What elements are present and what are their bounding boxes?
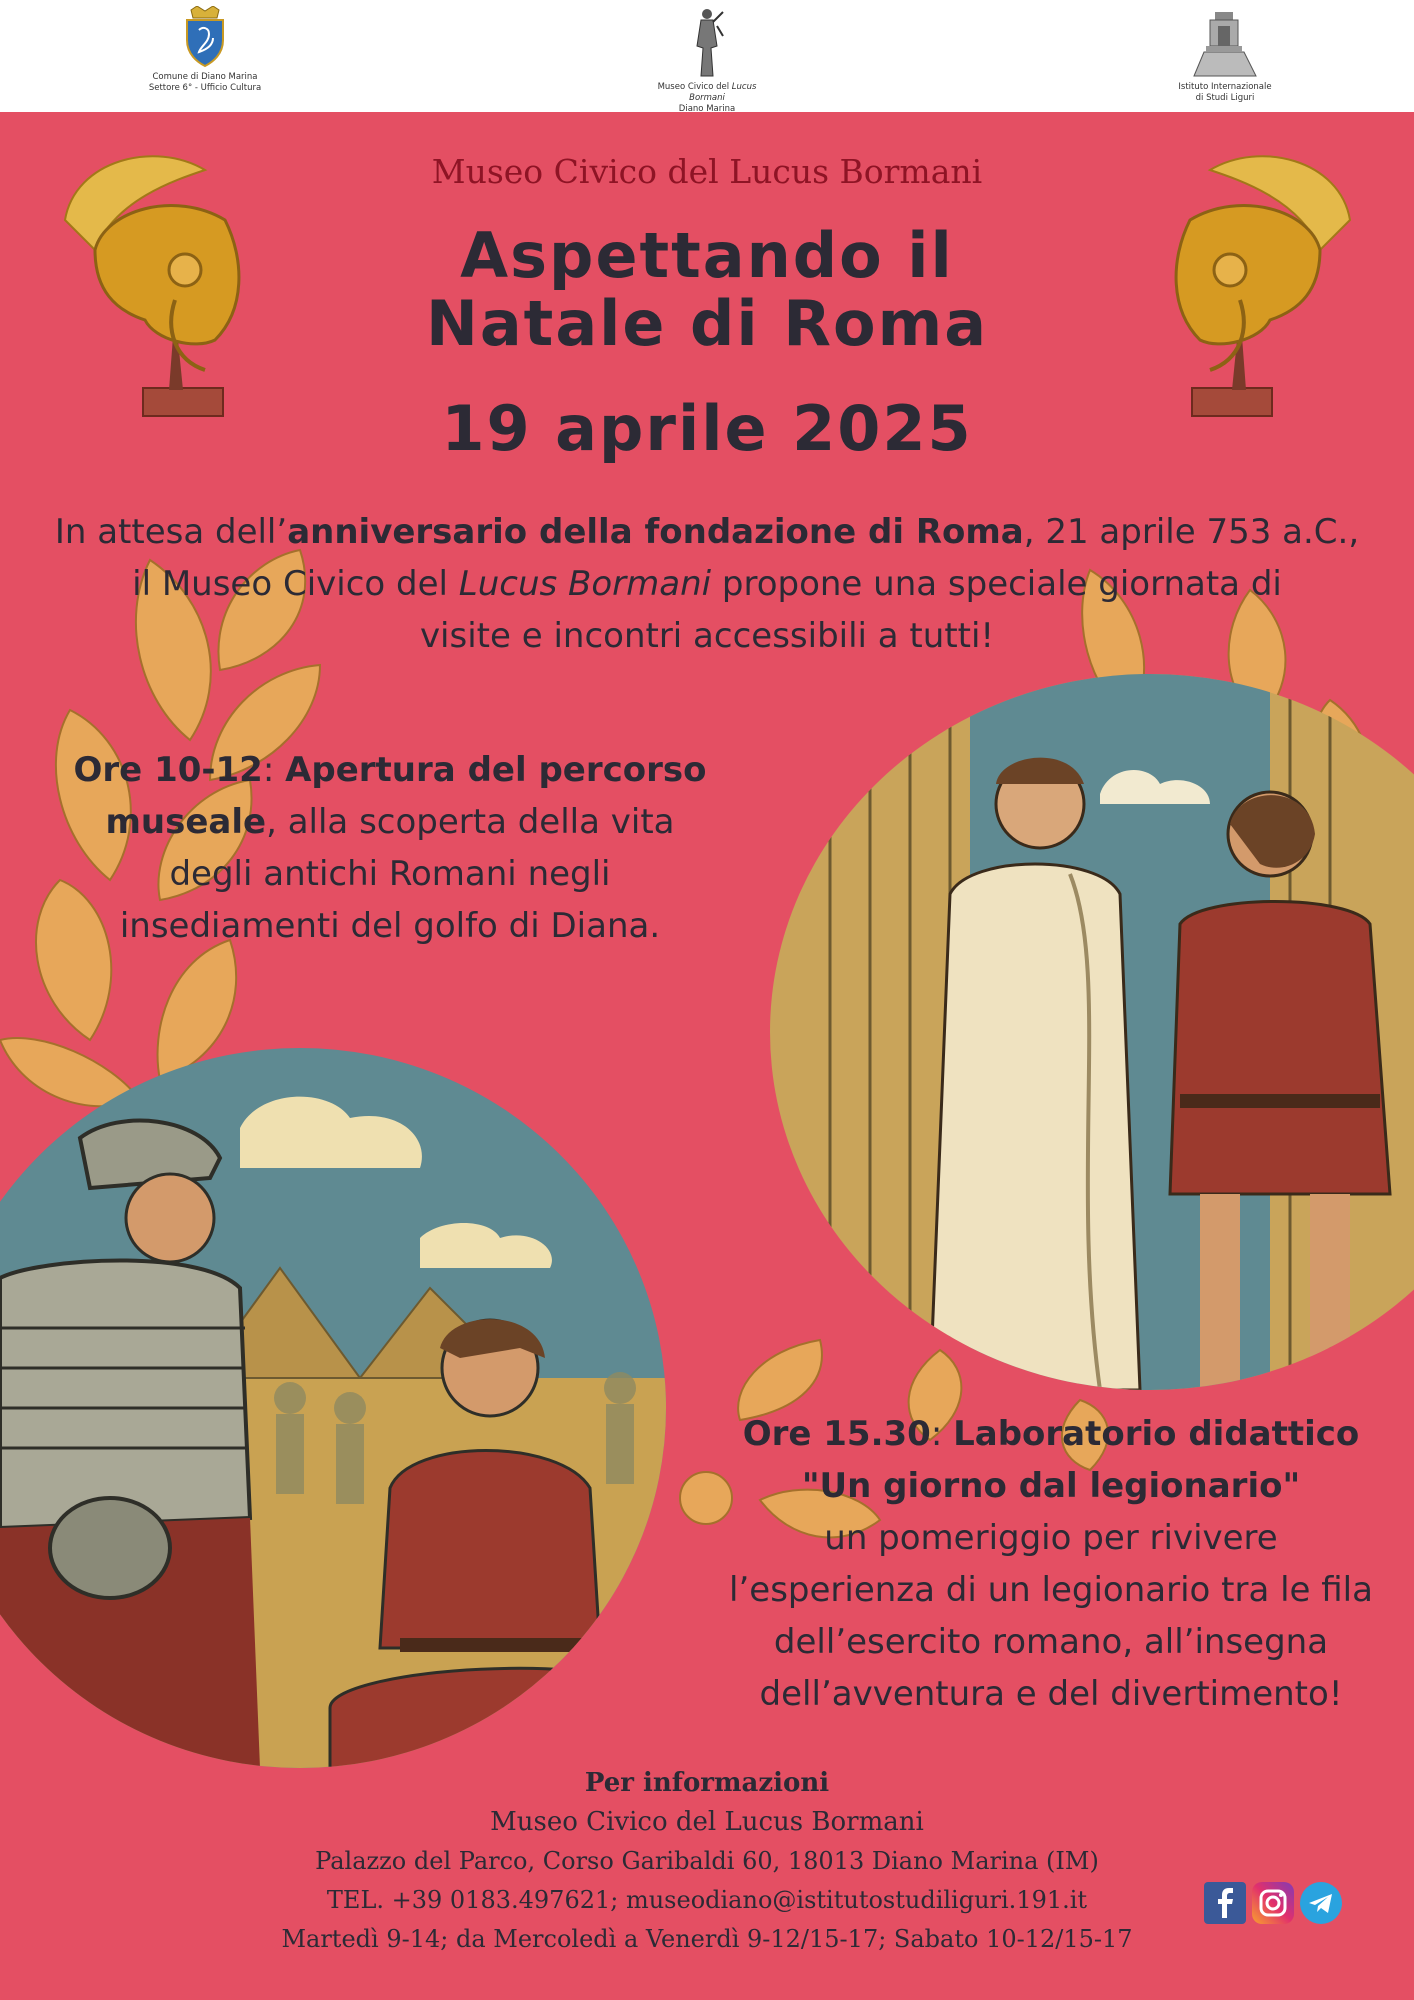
event-title-line2: Natale di Roma bbox=[425, 287, 989, 360]
institute-logo-line2: di Studi Liguri bbox=[1195, 93, 1255, 103]
event-morning-desc-3: insediamenti del golfo di Diana. bbox=[119, 906, 661, 946]
event-afternoon-title: Laboratorio didattico bbox=[953, 1414, 1360, 1454]
info-contacts[interactable]: TEL. +39 0183.497621; museodiano@istitutostudiliguri.191.it bbox=[326, 1886, 1088, 1914]
info-heading: Per informazioni bbox=[584, 1768, 830, 1798]
info-hours: Martedì 9-14; da Mercoledì a Venerdì 9-12/15-17; Sabato 10-12/15-17 bbox=[281, 1925, 1133, 1953]
intro-text: In attesa dell’ bbox=[54, 512, 288, 552]
intro-bold-text: anniversario della fondazione di Roma bbox=[287, 512, 1024, 552]
info-address: Palazzo del Parco, Corso Garibaldi 60, 18013 Diano Marina (IM) bbox=[315, 1847, 1099, 1875]
info-museum-name: Museo Civico del Lucus Bormani bbox=[490, 1807, 924, 1837]
intro-paragraph bbox=[20, 506, 1394, 662]
event-afternoon-subtitle: "Un giorno dal legionario" bbox=[801, 1466, 1301, 1506]
info-footer bbox=[0, 1764, 1414, 1959]
event-morning-desc-2: degli antichi Romani negli bbox=[169, 854, 611, 894]
intro-text-3: propone una speciale giornata di bbox=[711, 564, 1282, 604]
comune-logo-line1: Comune di Diano Marina bbox=[152, 72, 258, 82]
event-morning-desc-1: , alla scoperta della vita bbox=[266, 802, 675, 842]
instagram-icon[interactable] bbox=[1252, 1882, 1294, 1924]
event-afternoon-separator: : bbox=[930, 1414, 954, 1454]
intro-date-text: , 21 aprile 753 a.C., bbox=[1023, 512, 1360, 552]
event-morning-time: Ore 10-12 bbox=[73, 750, 263, 790]
event-morning-title: Apertura del percorso bbox=[285, 750, 707, 790]
telegram-icon[interactable] bbox=[1300, 1882, 1342, 1924]
event-morning-title-2: museale bbox=[105, 802, 267, 842]
museum-heading: Museo Civico del Lucus Bormani bbox=[431, 152, 983, 191]
event-afternoon bbox=[688, 1408, 1414, 1720]
event-afternoon-desc-4: dell’avventura e del divertimento! bbox=[759, 1674, 1343, 1714]
facebook-icon[interactable] bbox=[1204, 1882, 1246, 1924]
roman-helmet-left-icon bbox=[55, 140, 265, 420]
intro-text-2: il Museo Civico del bbox=[132, 564, 459, 604]
roman-helmet-right-icon bbox=[1150, 140, 1360, 420]
event-afternoon-desc-1: un pomeriggio per rivivere bbox=[824, 1518, 1278, 1558]
illustration-legionary bbox=[0, 1048, 666, 1768]
museum-logo-line1: Museo Civico del Lucus Bormani bbox=[657, 82, 757, 103]
intro-italic-text: Lucus Bormani bbox=[458, 564, 712, 604]
comune-logo-line2: Settore 6° - Ufficio Cultura bbox=[148, 83, 262, 93]
event-afternoon-desc-2: l’esperienza di un legionario tra le fila bbox=[729, 1570, 1373, 1610]
event-title-line1: Aspettando il bbox=[460, 219, 954, 292]
social-icons bbox=[1204, 1882, 1344, 1928]
event-morning bbox=[40, 744, 740, 952]
institute-logo-line1: Istituto Internazionale bbox=[1178, 82, 1272, 92]
event-morning-separator: : bbox=[262, 750, 286, 790]
intro-text-4: visite e incontri accessibili a tutti! bbox=[419, 616, 995, 656]
event-date: 19 aprile 2025 bbox=[441, 392, 973, 465]
event-afternoon-desc-3: dell’esercito romano, all’insegna bbox=[773, 1622, 1329, 1662]
museum-logo-line2: Diano Marina bbox=[678, 104, 736, 114]
illustration-roman-citizens bbox=[770, 674, 1414, 1390]
event-afternoon-time: Ore 15.30 bbox=[742, 1414, 931, 1454]
